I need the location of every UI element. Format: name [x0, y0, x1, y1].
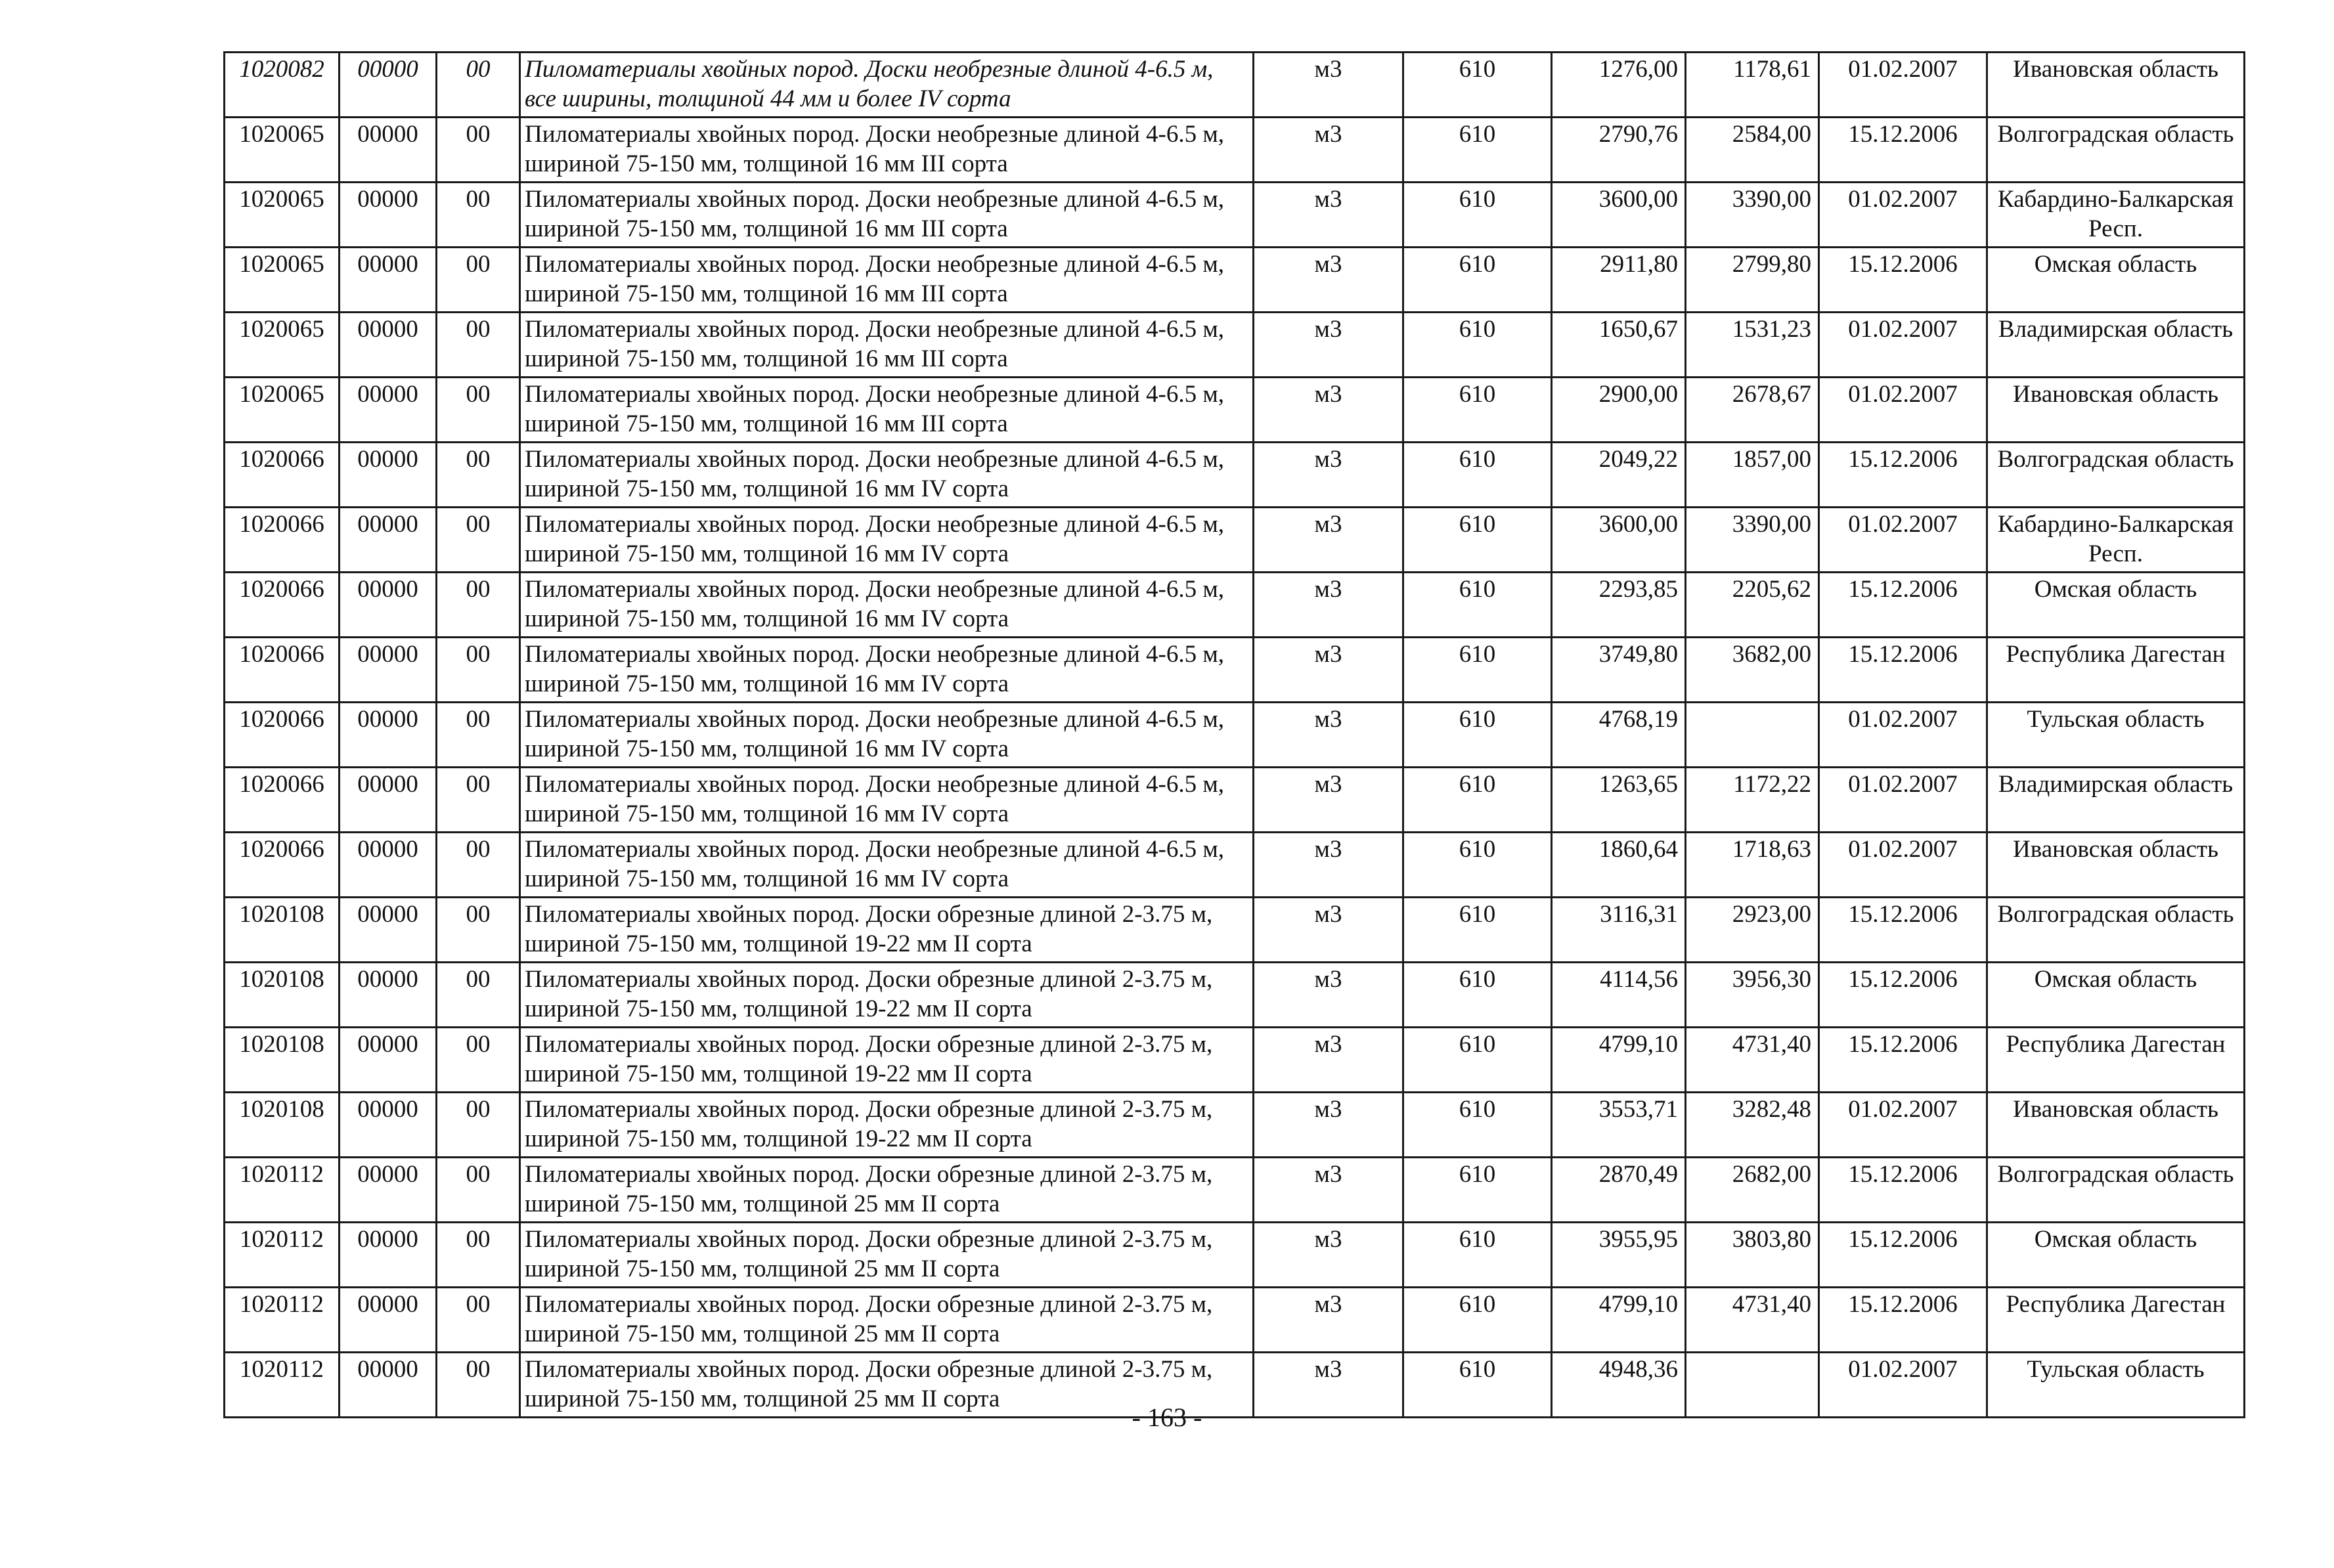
- okei-code-cell: 610: [1403, 1158, 1552, 1223]
- subcode-cell: 00000: [340, 1353, 437, 1418]
- subcode2-cell: 00: [437, 1028, 520, 1093]
- okei-code-cell: 610: [1403, 703, 1552, 768]
- date-cell: 15.12.2006: [1819, 898, 1987, 963]
- product-code-cell: 1020112: [225, 1353, 340, 1418]
- product-name-cell: Пиломатериалы хвойных пород. Доски необрезные длиной 4-6.5 м, шириной 75-150 мм, толщиной 16 мм IV сорта: [520, 703, 1254, 768]
- product-code-cell: 1020108: [225, 963, 340, 1028]
- date-cell: 01.02.2007: [1819, 1093, 1987, 1158]
- price-cell: 4114,56: [1552, 963, 1686, 1028]
- table-row: [225, 1223, 2245, 1288]
- okei-code-cell: 610: [1403, 248, 1552, 313]
- table-row: [225, 508, 2245, 573]
- date-cell: 01.02.2007: [1819, 378, 1987, 443]
- okei-code-cell: 610: [1403, 1223, 1552, 1288]
- product-code-cell: 1020082: [225, 53, 340, 118]
- product-name-cell: Пиломатериалы хвойных пород. Доски обрезные длиной 2-3.75 м, шириной 75-150 мм, толщиной 19-22 мм II сорта: [520, 1093, 1254, 1158]
- product-code-cell: 1020066: [225, 638, 340, 703]
- price-cell: 4768,19: [1552, 703, 1686, 768]
- price-cell: 1263,65: [1552, 768, 1686, 833]
- subcode-cell: 00000: [340, 1028, 437, 1093]
- unit-cell: м3: [1254, 378, 1403, 443]
- date-cell: 15.12.2006: [1819, 118, 1987, 183]
- product-code-cell: 1020066: [225, 768, 340, 833]
- okei-code-cell: 610: [1403, 1028, 1552, 1093]
- okei-code-cell: 610: [1403, 573, 1552, 638]
- table-row: [225, 1288, 2245, 1353]
- subcode2-cell: 00: [437, 1158, 520, 1223]
- product-code-cell: 1020065: [225, 313, 340, 378]
- unit-cell: м3: [1254, 963, 1403, 1028]
- region-cell: Волгоградская область: [1987, 898, 2245, 963]
- price-table: [223, 51, 2245, 1418]
- region-cell: Омская область: [1987, 1223, 2245, 1288]
- subcode2-cell: 00: [437, 638, 520, 703]
- table-row: [225, 1093, 2245, 1158]
- price-without-tax-cell: 4731,40: [1686, 1288, 1819, 1353]
- unit-cell: м3: [1254, 183, 1403, 248]
- region-cell: Республика Дагестан: [1987, 1028, 2245, 1093]
- region-cell: Кабардино-Балкарская Респ.: [1987, 508, 2245, 573]
- subcode-cell: 00000: [340, 378, 437, 443]
- price-without-tax-cell: 2799,80: [1686, 248, 1819, 313]
- product-name-cell: Пиломатериалы хвойных пород. Доски необрезные длиной 4-6.5 м, шириной 75-150 мм, толщиной 16 мм III сорта: [520, 313, 1254, 378]
- date-cell: 01.02.2007: [1819, 508, 1987, 573]
- price-without-tax-cell: [1686, 703, 1819, 768]
- okei-code-cell: 610: [1403, 118, 1552, 183]
- date-cell: 01.02.2007: [1819, 53, 1987, 118]
- product-name-cell: Пиломатериалы хвойных пород. Доски необрезные длиной 4-6.5 м, шириной 75-150 мм, толщиной 16 мм IV сорта: [520, 508, 1254, 573]
- unit-cell: м3: [1254, 1288, 1403, 1353]
- price-cell: 3553,71: [1552, 1093, 1686, 1158]
- product-code-cell: 1020065: [225, 248, 340, 313]
- unit-cell: м3: [1254, 898, 1403, 963]
- product-code-cell: 1020112: [225, 1288, 340, 1353]
- price-without-tax-cell: 2923,00: [1686, 898, 1819, 963]
- region-cell: Волгоградская область: [1987, 443, 2245, 508]
- date-cell: 15.12.2006: [1819, 1288, 1987, 1353]
- subcode-cell: 00000: [340, 313, 437, 378]
- subcode2-cell: 00: [437, 898, 520, 963]
- price-cell: 3955,95: [1552, 1223, 1686, 1288]
- unit-cell: м3: [1254, 1028, 1403, 1093]
- subcode2-cell: 00: [437, 508, 520, 573]
- price-cell: 4799,10: [1552, 1028, 1686, 1093]
- table-row: [225, 183, 2245, 248]
- okei-code-cell: 610: [1403, 898, 1552, 963]
- price-without-tax-cell: 1178,61: [1686, 53, 1819, 118]
- price-without-tax-cell: 4731,40: [1686, 1028, 1819, 1093]
- table-row: [225, 118, 2245, 183]
- product-code-cell: 1020066: [225, 833, 340, 898]
- subcode-cell: 00000: [340, 1288, 437, 1353]
- subcode2-cell: 00: [437, 443, 520, 508]
- subcode2-cell: 00: [437, 768, 520, 833]
- product-code-cell: 1020066: [225, 443, 340, 508]
- price-cell: 3749,80: [1552, 638, 1686, 703]
- subcode-cell: 00000: [340, 898, 437, 963]
- product-name-cell: Пиломатериалы хвойных пород. Доски обрезные длиной 2-3.75 м, шириной 75-150 мм, толщиной 19-22 мм II сорта: [520, 963, 1254, 1028]
- date-cell: 01.02.2007: [1819, 768, 1987, 833]
- unit-cell: м3: [1254, 833, 1403, 898]
- region-cell: Волгоградская область: [1987, 118, 2245, 183]
- price-cell: 3600,00: [1552, 183, 1686, 248]
- table-row: [225, 703, 2245, 768]
- product-name-cell: Пиломатериалы хвойных пород. Доски необрезные длиной 4-6.5 м, шириной 75-150 мм, толщиной 16 мм III сорта: [520, 248, 1254, 313]
- subcode2-cell: 00: [437, 1223, 520, 1288]
- unit-cell: м3: [1254, 573, 1403, 638]
- subcode2-cell: 00: [437, 1353, 520, 1418]
- unit-cell: м3: [1254, 638, 1403, 703]
- unit-cell: м3: [1254, 1093, 1403, 1158]
- price-without-tax-cell: 2678,67: [1686, 378, 1819, 443]
- region-cell: Волгоградская область: [1987, 1158, 2245, 1223]
- product-name-cell: Пиломатериалы хвойных пород. Доски обрезные длиной 2-3.75 м, шириной 75-150 мм, толщиной 25 мм II сорта: [520, 1353, 1254, 1418]
- date-cell: 15.12.2006: [1819, 573, 1987, 638]
- region-cell: Тульская область: [1987, 703, 2245, 768]
- region-cell: Тульская область: [1987, 1353, 2245, 1418]
- okei-code-cell: 610: [1403, 963, 1552, 1028]
- region-cell: Омская область: [1987, 963, 2245, 1028]
- table-row: [225, 443, 2245, 508]
- date-cell: 01.02.2007: [1819, 313, 1987, 378]
- date-cell: 01.02.2007: [1819, 703, 1987, 768]
- date-cell: 15.12.2006: [1819, 1028, 1987, 1093]
- product-code-cell: 1020112: [225, 1223, 340, 1288]
- subcode2-cell: 00: [437, 833, 520, 898]
- okei-code-cell: 610: [1403, 183, 1552, 248]
- subcode2-cell: 00: [437, 1288, 520, 1353]
- date-cell: 01.02.2007: [1819, 183, 1987, 248]
- subcode2-cell: 00: [437, 703, 520, 768]
- subcode-cell: 00000: [340, 443, 437, 508]
- price-cell: 1860,64: [1552, 833, 1686, 898]
- subcode-cell: 00000: [340, 833, 437, 898]
- price-cell: 4948,36: [1552, 1353, 1686, 1418]
- unit-cell: м3: [1254, 53, 1403, 118]
- price-without-tax-cell: 3282,48: [1686, 1093, 1819, 1158]
- date-cell: 15.12.2006: [1819, 443, 1987, 508]
- product-name-cell: Пиломатериалы хвойных пород. Доски необрезные длиной 4-6.5 м, шириной 75-150 мм, толщиной 16 мм III сорта: [520, 183, 1254, 248]
- price-cell: 2900,00: [1552, 378, 1686, 443]
- product-name-cell: Пиломатериалы хвойных пород. Доски обрезные длиной 2-3.75 м, шириной 75-150 мм, толщиной 19-22 мм II сорта: [520, 1028, 1254, 1093]
- subcode-cell: 00000: [340, 118, 437, 183]
- product-name-cell: Пиломатериалы хвойных пород. Доски обрезные длиной 2-3.75 м, шириной 75-150 мм, толщиной 25 мм II сорта: [520, 1288, 1254, 1353]
- region-cell: Омская область: [1987, 248, 2245, 313]
- product-name-cell: Пиломатериалы хвойных пород. Доски необрезные длиной 4-6.5 м, все ширины, толщиной 44 мм и более IV сорта: [520, 53, 1254, 118]
- okei-code-cell: 610: [1403, 443, 1552, 508]
- region-cell: Омская область: [1987, 573, 2245, 638]
- product-name-cell: Пиломатериалы хвойных пород. Доски необрезные длиной 4-6.5 м, шириной 75-150 мм, толщиной 16 мм IV сорта: [520, 768, 1254, 833]
- price-cell: 3116,31: [1552, 898, 1686, 963]
- table-row: [225, 963, 2245, 1028]
- subcode-cell: 00000: [340, 638, 437, 703]
- unit-cell: м3: [1254, 703, 1403, 768]
- product-name-cell: Пиломатериалы хвойных пород. Доски необрезные длиной 4-6.5 м, шириной 75-150 мм, толщиной 16 мм IV сорта: [520, 638, 1254, 703]
- okei-code-cell: 610: [1403, 508, 1552, 573]
- subcode-cell: 00000: [340, 768, 437, 833]
- unit-cell: м3: [1254, 313, 1403, 378]
- subcode2-cell: 00: [437, 378, 520, 443]
- price-cell: 1276,00: [1552, 53, 1686, 118]
- price-cell: 2049,22: [1552, 443, 1686, 508]
- date-cell: 15.12.2006: [1819, 1223, 1987, 1288]
- table-row: [225, 833, 2245, 898]
- region-cell: Ивановская область: [1987, 378, 2245, 443]
- table-row: [225, 1158, 2245, 1223]
- product-name-cell: Пиломатериалы хвойных пород. Доски необрезные длиной 4-6.5 м, шириной 75-150 мм, толщиной 16 мм IV сорта: [520, 573, 1254, 638]
- okei-code-cell: 610: [1403, 833, 1552, 898]
- region-cell: Ивановская область: [1987, 833, 2245, 898]
- unit-cell: м3: [1254, 443, 1403, 508]
- date-cell: 15.12.2006: [1819, 1158, 1987, 1223]
- price-without-tax-cell: 3682,00: [1686, 638, 1819, 703]
- table-row: [225, 53, 2245, 118]
- date-cell: 15.12.2006: [1819, 638, 1987, 703]
- price-without-tax-cell: 3390,00: [1686, 183, 1819, 248]
- region-cell: Республика Дагестан: [1987, 1288, 2245, 1353]
- subcode-cell: 00000: [340, 703, 437, 768]
- subcode2-cell: 00: [437, 963, 520, 1028]
- table-row: [225, 768, 2245, 833]
- date-cell: 01.02.2007: [1819, 833, 1987, 898]
- price-without-tax-cell: 3956,30: [1686, 963, 1819, 1028]
- table-row: [225, 573, 2245, 638]
- unit-cell: м3: [1254, 508, 1403, 573]
- table-row: [225, 898, 2245, 963]
- subcode2-cell: 00: [437, 118, 520, 183]
- table-row: [225, 313, 2245, 378]
- price-without-tax-cell: 1718,63: [1686, 833, 1819, 898]
- price-cell: 2293,85: [1552, 573, 1686, 638]
- product-code-cell: 1020066: [225, 508, 340, 573]
- product-code-cell: 1020065: [225, 183, 340, 248]
- product-name-cell: Пиломатериалы хвойных пород. Доски необрезные длиной 4-6.5 м, шириной 75-150 мм, толщиной 16 мм III сорта: [520, 118, 1254, 183]
- date-cell: 15.12.2006: [1819, 248, 1987, 313]
- region-cell: Владимирская область: [1987, 313, 2245, 378]
- price-without-tax-cell: 1857,00: [1686, 443, 1819, 508]
- product-code-cell: 1020066: [225, 703, 340, 768]
- subcode-cell: 00000: [340, 53, 437, 118]
- date-cell: 15.12.2006: [1819, 963, 1987, 1028]
- okei-code-cell: 610: [1403, 1288, 1552, 1353]
- price-without-tax-cell: 2682,00: [1686, 1158, 1819, 1223]
- product-code-cell: 1020108: [225, 898, 340, 963]
- table-row: [225, 638, 2245, 703]
- price-cell: 1650,67: [1552, 313, 1686, 378]
- price-without-tax-cell: 2205,62: [1686, 573, 1819, 638]
- price-without-tax-cell: 1172,22: [1686, 768, 1819, 833]
- region-cell: Республика Дагестан: [1987, 638, 2245, 703]
- unit-cell: м3: [1254, 118, 1403, 183]
- okei-code-cell: 610: [1403, 1093, 1552, 1158]
- region-cell: Ивановская область: [1987, 1093, 2245, 1158]
- product-code-cell: 1020065: [225, 378, 340, 443]
- unit-cell: м3: [1254, 768, 1403, 833]
- subcode-cell: 00000: [340, 963, 437, 1028]
- okei-code-cell: 610: [1403, 1353, 1552, 1418]
- subcode-cell: 00000: [340, 183, 437, 248]
- subcode2-cell: 00: [437, 53, 520, 118]
- region-cell: Кабардино-Балкарская Респ.: [1987, 183, 2245, 248]
- subcode-cell: 00000: [340, 508, 437, 573]
- product-code-cell: 1020108: [225, 1028, 340, 1093]
- price-cell: 2911,80: [1552, 248, 1686, 313]
- okei-code-cell: 610: [1403, 768, 1552, 833]
- product-name-cell: Пиломатериалы хвойных пород. Доски обрезные длиной 2-3.75 м, шириной 75-150 мм, толщиной 19-22 мм II сорта: [520, 898, 1254, 963]
- price-cell: 3600,00: [1552, 508, 1686, 573]
- okei-code-cell: 610: [1403, 313, 1552, 378]
- price-without-tax-cell: 1531,23: [1686, 313, 1819, 378]
- table-row: [225, 1028, 2245, 1093]
- price-without-tax-cell: 3390,00: [1686, 508, 1819, 573]
- subcode2-cell: 00: [437, 183, 520, 248]
- price-without-tax-cell: 3803,80: [1686, 1223, 1819, 1288]
- product-code-cell: 1020065: [225, 118, 340, 183]
- subcode-cell: 00000: [340, 248, 437, 313]
- price-without-tax-cell: 2584,00: [1686, 118, 1819, 183]
- price-table-body: [225, 53, 2245, 1418]
- product-name-cell: Пиломатериалы хвойных пород. Доски необрезные длиной 4-6.5 м, шириной 75-150 мм, толщиной 16 мм III сорта: [520, 378, 1254, 443]
- subcode-cell: 00000: [340, 1158, 437, 1223]
- page-number: - 163 -: [1132, 1403, 1202, 1432]
- product-name-cell: Пиломатериалы хвойных пород. Доски обрезные длиной 2-3.75 м, шириной 75-150 мм, толщиной 25 мм II сорта: [520, 1158, 1254, 1223]
- product-name-cell: Пиломатериалы хвойных пород. Доски обрезные длиной 2-3.75 м, шириной 75-150 мм, толщиной 25 мм II сорта: [520, 1223, 1254, 1288]
- okei-code-cell: 610: [1403, 638, 1552, 703]
- table-row: [225, 248, 2245, 313]
- region-cell: Ивановская область: [1987, 53, 2245, 118]
- subcode-cell: 00000: [340, 1223, 437, 1288]
- okei-code-cell: 610: [1403, 53, 1552, 118]
- product-name-cell: Пиломатериалы хвойных пород. Доски необрезные длиной 4-6.5 м, шириной 75-150 мм, толщиной 16 мм IV сорта: [520, 443, 1254, 508]
- okei-code-cell: 610: [1403, 378, 1552, 443]
- subcode2-cell: 00: [437, 248, 520, 313]
- unit-cell: м3: [1254, 1223, 1403, 1288]
- product-code-cell: 1020066: [225, 573, 340, 638]
- subcode-cell: 00000: [340, 573, 437, 638]
- price-cell: 2790,76: [1552, 118, 1686, 183]
- table-row: [225, 378, 2245, 443]
- product-name-cell: Пиломатериалы хвойных пород. Доски необрезные длиной 4-6.5 м, шириной 75-150 мм, толщиной 16 мм IV сорта: [520, 833, 1254, 898]
- subcode2-cell: 00: [437, 573, 520, 638]
- region-cell: Владимирская область: [1987, 768, 2245, 833]
- product-code-cell: 1020108: [225, 1093, 340, 1158]
- product-code-cell: 1020112: [225, 1158, 340, 1223]
- subcode2-cell: 00: [437, 313, 520, 378]
- price-cell: 4799,10: [1552, 1288, 1686, 1353]
- subcode2-cell: 00: [437, 1093, 520, 1158]
- subcode-cell: 00000: [340, 1093, 437, 1158]
- date-cell: 01.02.2007: [1819, 1353, 1987, 1418]
- unit-cell: м3: [1254, 248, 1403, 313]
- unit-cell: м3: [1254, 1158, 1403, 1223]
- unit-cell: м3: [1254, 1353, 1403, 1418]
- price-cell: 2870,49: [1552, 1158, 1686, 1223]
